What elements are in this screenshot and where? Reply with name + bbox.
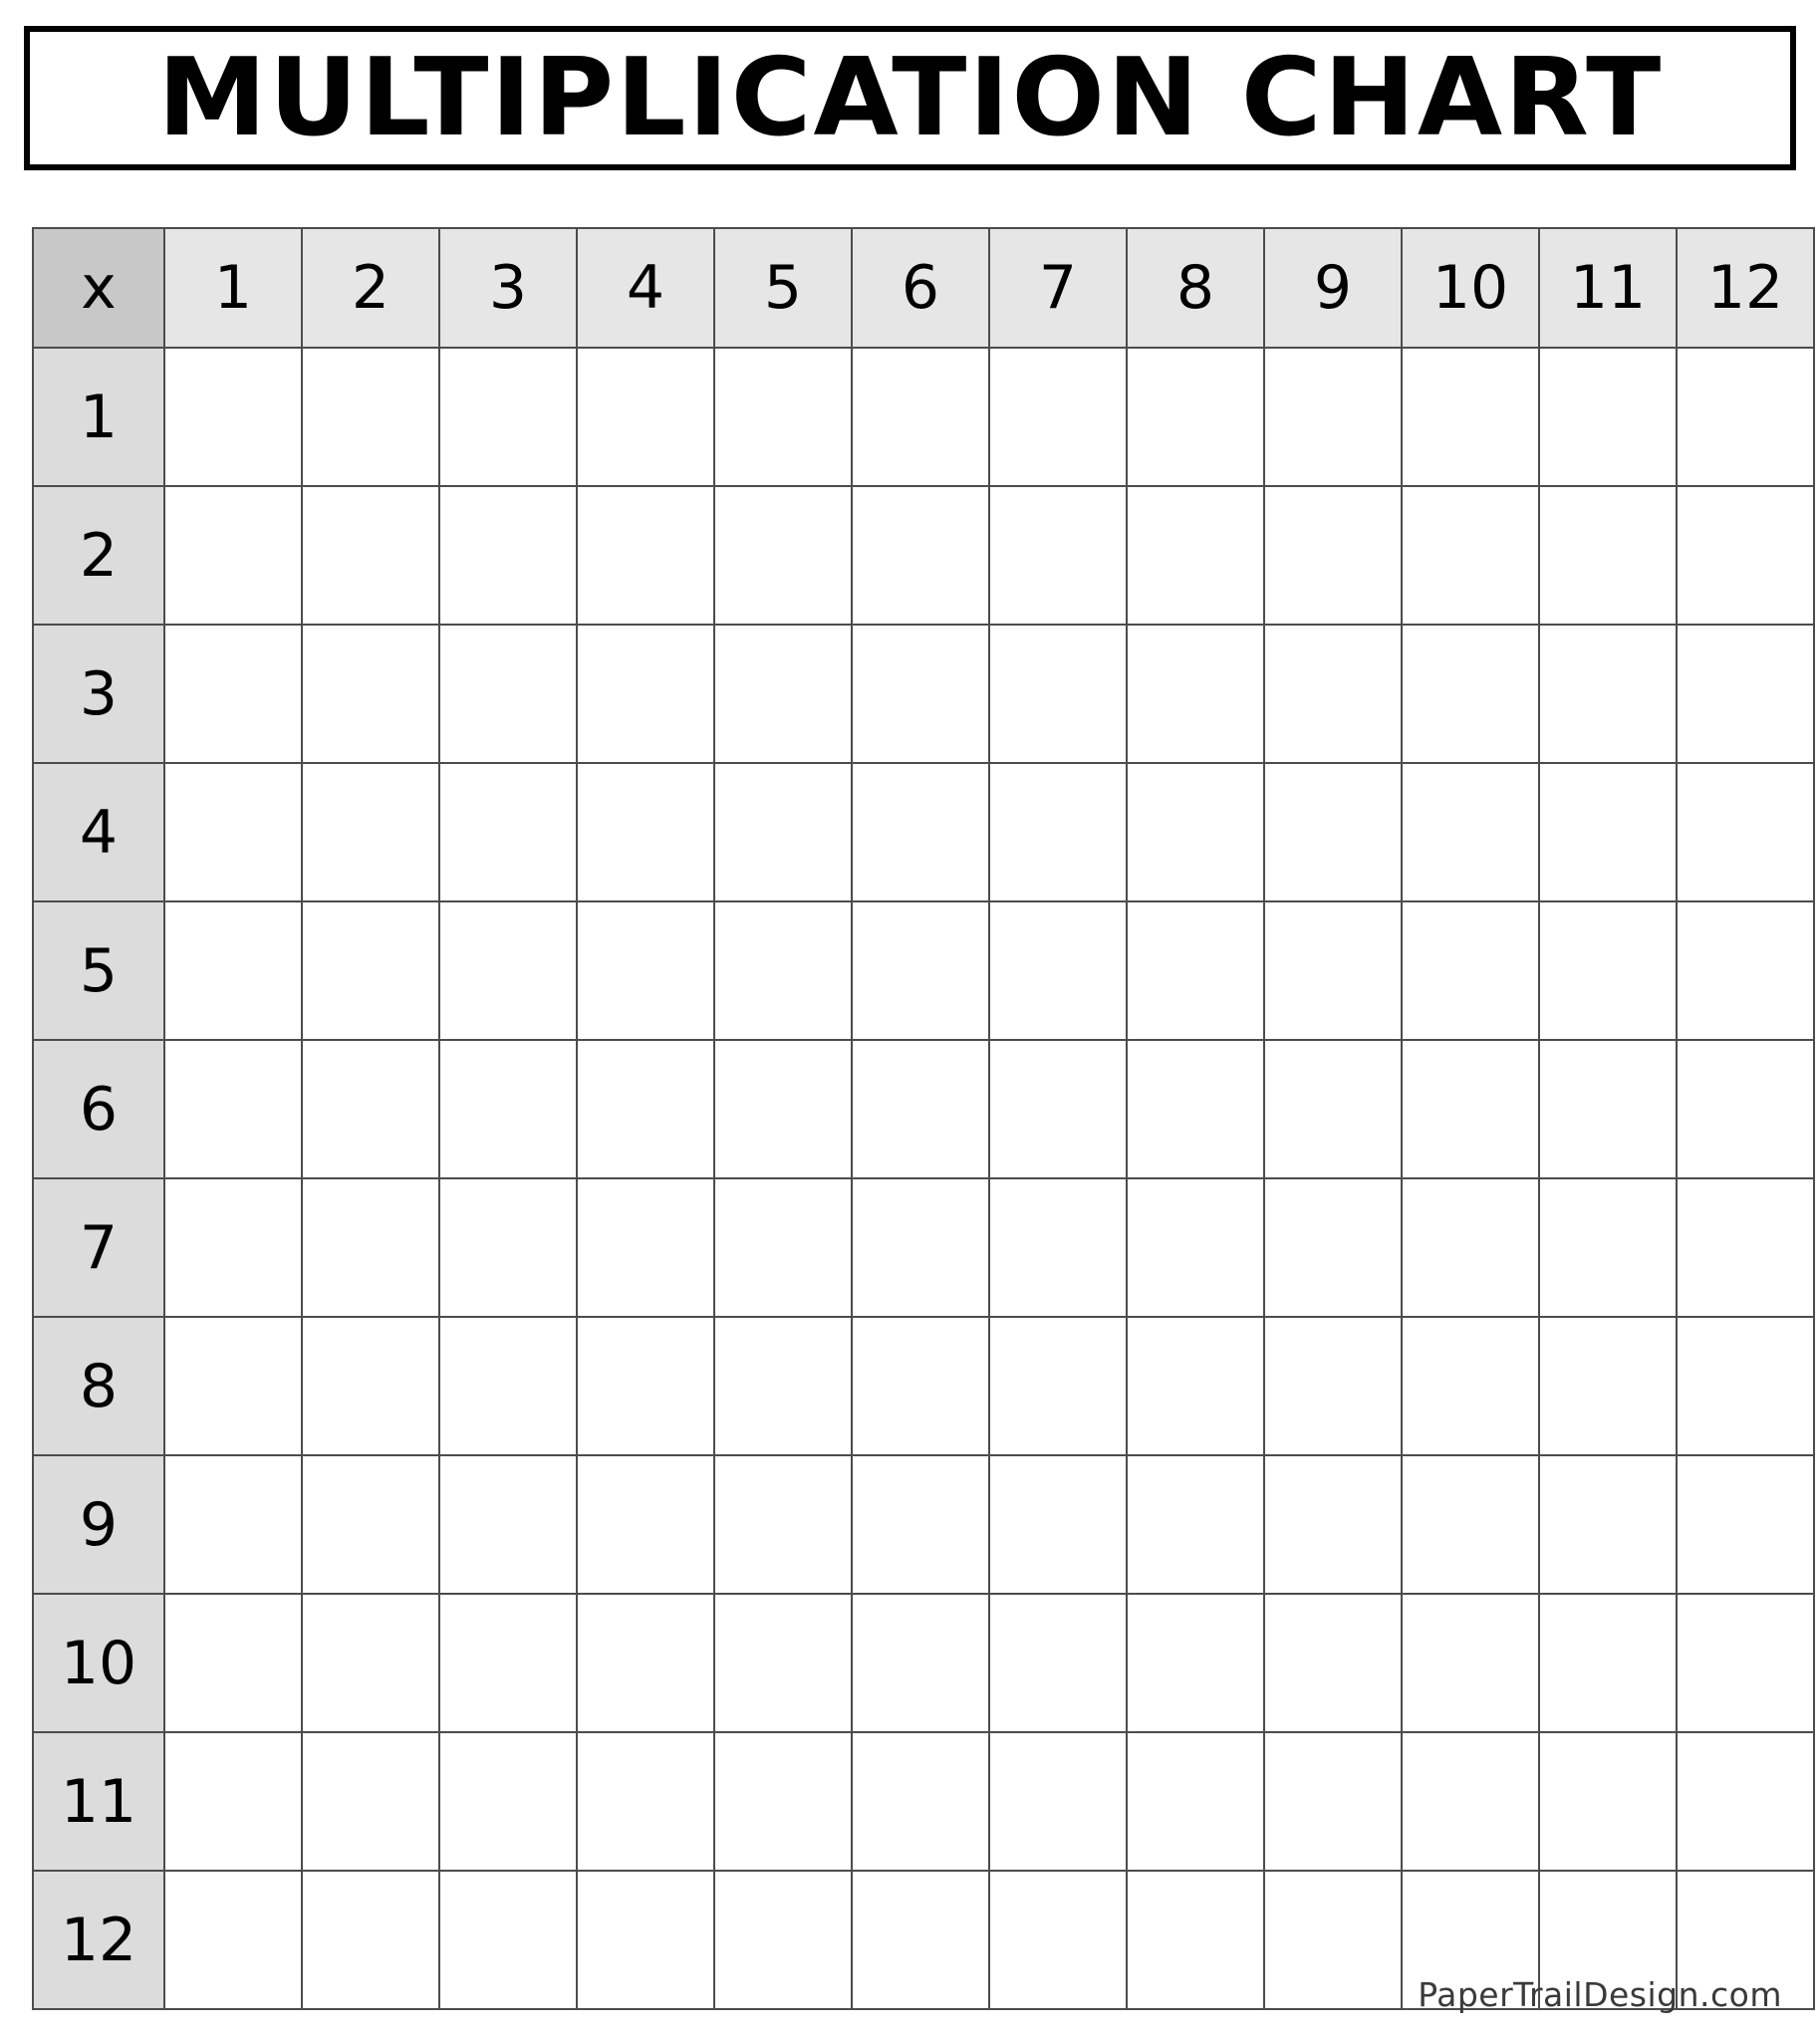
grid-cell-11-9[interactable] [1264,1732,1402,1871]
grid-cell-5-1[interactable] [164,901,302,1040]
column-header-9: 9 [1264,228,1402,348]
grid-cell-7-10[interactable] [1402,1178,1539,1317]
grid-cell-1-1[interactable] [164,348,302,486]
grid-cell-2-4[interactable] [577,486,714,625]
column-header-2: 2 [302,228,439,348]
grid-cell-4-9[interactable] [1264,763,1402,901]
footer-credit: PaperTrailDesign.com [1418,1975,1782,2014]
grid-cell-4-7[interactable] [989,763,1127,901]
multiplication-grid [32,227,1815,2010]
row-header-5: 5 [33,901,164,1040]
table-row [33,1594,1814,1732]
grid-cell-10-3[interactable] [439,1594,577,1732]
grid-cell-7-9[interactable] [1264,1178,1402,1317]
grid-cell-12-6[interactable] [852,1871,989,2009]
grid-cell-4-2[interactable] [302,763,439,901]
grid-cell-8-10[interactable] [1402,1317,1539,1455]
grid-cell-4-10[interactable] [1402,763,1539,901]
grid-cell-9-4[interactable] [577,1455,714,1594]
grid-cell-6-8[interactable] [1127,1040,1264,1178]
grid-cell-9-9[interactable] [1264,1455,1402,1594]
grid-cell-5-4[interactable] [577,901,714,1040]
grid-cell-10-8[interactable] [1127,1594,1264,1732]
grid-cell-11-6[interactable] [852,1732,989,1871]
grid-cell-8-6[interactable] [852,1317,989,1455]
grid-cell-4-11[interactable] [1539,763,1677,901]
grid-cell-7-12[interactable] [1677,1178,1814,1317]
grid-cell-6-7[interactable] [989,1040,1127,1178]
grid-cell-6-5[interactable] [714,1040,852,1178]
grid-cell-2-2[interactable] [302,486,439,625]
grid-cell-1-12[interactable] [1677,348,1814,486]
grid-cell-3-8[interactable] [1127,625,1264,763]
grid-cell-12-8[interactable] [1127,1871,1264,2009]
grid-cell-3-11[interactable] [1539,625,1677,763]
column-header-5: 5 [714,228,852,348]
grid-cell-7-6[interactable] [852,1178,989,1317]
grid-cell-5-5[interactable] [714,901,852,1040]
grid-cell-6-3[interactable] [439,1040,577,1178]
grid-cell-10-6[interactable] [852,1594,989,1732]
grid-cell-11-10[interactable] [1402,1732,1539,1871]
grid-cell-10-10[interactable] [1402,1594,1539,1732]
row-header-3: 3 [33,625,164,763]
grid-cell-3-1[interactable] [164,625,302,763]
grid-cell-2-10[interactable] [1402,486,1539,625]
grid-cell-4-3[interactable] [439,763,577,901]
grid-cell-3-3[interactable] [439,625,577,763]
grid-cell-3-2[interactable] [302,625,439,763]
grid-cell-9-6[interactable] [852,1455,989,1594]
column-header-7: 7 [989,228,1127,348]
grid-cell-3-4[interactable] [577,625,714,763]
grid-cell-2-9[interactable] [1264,486,1402,625]
grid-cell-1-9[interactable] [1264,348,1402,486]
grid-cell-8-12[interactable] [1677,1317,1814,1455]
grid-cell-6-6[interactable] [852,1040,989,1178]
grid-cell-7-7[interactable] [989,1178,1127,1317]
column-header-10: 10 [1402,228,1539,348]
grid-cell-8-2[interactable] [302,1317,439,1455]
grid-cell-12-1[interactable] [164,1871,302,2009]
column-header-1: 1 [164,228,302,348]
row-header-4: 4 [33,763,164,901]
grid-cell-2-7[interactable] [989,486,1127,625]
grid-cell-11-11[interactable] [1539,1732,1677,1871]
grid-cell-4-1[interactable] [164,763,302,901]
row-header-12: 12 [33,1871,164,2009]
grid-cell-11-2[interactable] [302,1732,439,1871]
column-header-4: 4 [577,228,714,348]
grid-cell-9-3[interactable] [439,1455,577,1594]
grid-cell-8-4[interactable] [577,1317,714,1455]
grid-cell-1-11[interactable] [1539,348,1677,486]
grid-cell-5-7[interactable] [989,901,1127,1040]
grid-cell-5-2[interactable] [302,901,439,1040]
grid-cell-1-3[interactable] [439,348,577,486]
row-header-10: 10 [33,1594,164,1732]
grid-cell-2-6[interactable] [852,486,989,625]
grid-cell-7-4[interactable] [577,1178,714,1317]
page-title: MULTIPLICATION CHART [156,35,1664,160]
grid-cell-12-2[interactable] [302,1871,439,2009]
page-title-box [24,26,1796,170]
table-row [33,1178,1814,1317]
row-header-7: 7 [33,1178,164,1317]
grid-cell-12-4[interactable] [577,1871,714,2009]
grid-cell-6-2[interactable] [302,1040,439,1178]
grid-cell-10-9[interactable] [1264,1594,1402,1732]
grid-cell-7-8[interactable] [1127,1178,1264,1317]
grid-cell-1-2[interactable] [302,348,439,486]
column-header-11: 11 [1539,228,1677,348]
grid-cell-8-8[interactable] [1127,1317,1264,1455]
grid-cell-1-4[interactable] [577,348,714,486]
grid-cell-6-11[interactable] [1539,1040,1677,1178]
grid-cell-9-5[interactable] [714,1455,852,1594]
table-row [33,901,1814,1040]
grid-cell-2-5[interactable] [714,486,852,625]
grid-cell-12-9[interactable] [1264,1871,1402,2009]
grid-cell-11-7[interactable] [989,1732,1127,1871]
grid-cell-11-4[interactable] [577,1732,714,1871]
grid-cell-7-11[interactable] [1539,1178,1677,1317]
column-header-8: 8 [1127,228,1264,348]
grid-cell-5-8[interactable] [1127,901,1264,1040]
grid-cell-1-5[interactable] [714,348,852,486]
grid-cell-5-10[interactable] [1402,901,1539,1040]
grid-cell-10-5[interactable] [714,1594,852,1732]
grid-cell-8-5[interactable] [714,1317,852,1455]
grid-cell-11-5[interactable] [714,1732,852,1871]
table-row [33,1317,1814,1455]
grid-cell-6-4[interactable] [577,1040,714,1178]
table-row [33,1732,1814,1871]
grid-cell-7-5[interactable] [714,1178,852,1317]
grid-cell-8-7[interactable] [989,1317,1127,1455]
grid-cell-10-11[interactable] [1539,1594,1677,1732]
grid-cell-11-3[interactable] [439,1732,577,1871]
column-header-6: 6 [852,228,989,348]
grid-cell-6-10[interactable] [1402,1040,1539,1178]
grid-cell-2-8[interactable] [1127,486,1264,625]
row-header-1: 1 [33,348,164,486]
grid-cell-2-12[interactable] [1677,486,1814,625]
grid-cell-9-7[interactable] [989,1455,1127,1594]
grid-cell-2-11[interactable] [1539,486,1677,625]
table-row [33,625,1814,763]
grid-cell-10-1[interactable] [164,1594,302,1732]
grid-cell-8-1[interactable] [164,1317,302,1455]
grid-cell-9-1[interactable] [164,1455,302,1594]
grid-cell-3-10[interactable] [1402,625,1539,763]
grid-cell-3-9[interactable] [1264,625,1402,763]
grid-cell-7-1[interactable] [164,1178,302,1317]
grid-cell-4-12[interactable] [1677,763,1814,901]
grid-corner-cell: x [33,228,164,348]
grid-cell-10-12[interactable] [1677,1594,1814,1732]
grid-cell-6-1[interactable] [164,1040,302,1178]
grid-cell-6-12[interactable] [1677,1040,1814,1178]
grid-cell-1-10[interactable] [1402,348,1539,486]
grid-cell-5-12[interactable] [1677,901,1814,1040]
grid-cell-8-3[interactable] [439,1317,577,1455]
table-row [33,763,1814,901]
grid-cell-5-6[interactable] [852,901,989,1040]
grid-cell-2-3[interactable] [439,486,577,625]
row-header-8: 8 [33,1317,164,1455]
grid-cell-7-3[interactable] [439,1178,577,1317]
grid-cell-9-2[interactable] [302,1455,439,1594]
grid-cell-11-12[interactable] [1677,1732,1814,1871]
grid-cell-3-6[interactable] [852,625,989,763]
grid-cell-9-8[interactable] [1127,1455,1264,1594]
grid-cell-7-2[interactable] [302,1178,439,1317]
grid-cell-6-9[interactable] [1264,1040,1402,1178]
grid-cell-10-4[interactable] [577,1594,714,1732]
grid-cell-8-9[interactable] [1264,1317,1402,1455]
column-header-3: 3 [439,228,577,348]
table-row [33,1040,1814,1178]
row-header-6: 6 [33,1040,164,1178]
grid-cell-11-8[interactable] [1127,1732,1264,1871]
grid-cell-4-8[interactable] [1127,763,1264,901]
grid-cell-1-8[interactable] [1127,348,1264,486]
grid-cell-9-10[interactable] [1402,1455,1539,1594]
grid-cell-4-5[interactable] [714,763,852,901]
row-header-9: 9 [33,1455,164,1594]
grid-cell-3-5[interactable] [714,625,852,763]
grid-cell-12-5[interactable] [714,1871,852,2009]
grid-cell-1-6[interactable] [852,348,989,486]
row-header-11: 11 [33,1732,164,1871]
grid-cell-9-12[interactable] [1677,1455,1814,1594]
grid-cell-11-1[interactable] [164,1732,302,1871]
grid-cell-3-7[interactable] [989,625,1127,763]
table-row [33,1455,1814,1594]
grid-header-row [33,228,1814,348]
grid-cell-5-11[interactable] [1539,901,1677,1040]
grid-cell-12-3[interactable] [439,1871,577,2009]
row-header-2: 2 [33,486,164,625]
grid-cell-3-12[interactable] [1677,625,1814,763]
grid-cell-5-3[interactable] [439,901,577,1040]
grid-cell-2-1[interactable] [164,486,302,625]
grid-cell-8-11[interactable] [1539,1317,1677,1455]
grid-cell-10-7[interactable] [989,1594,1127,1732]
grid-cell-12-7[interactable] [989,1871,1127,2009]
grid-cell-4-4[interactable] [577,763,714,901]
grid-cell-9-11[interactable] [1539,1455,1677,1594]
grid-cell-10-2[interactable] [302,1594,439,1732]
table-row [33,348,1814,486]
column-header-12: 12 [1677,228,1814,348]
table-row [33,486,1814,625]
grid-cell-1-7[interactable] [989,348,1127,486]
grid-cell-5-9[interactable] [1264,901,1402,1040]
grid-cell-4-6[interactable] [852,763,989,901]
